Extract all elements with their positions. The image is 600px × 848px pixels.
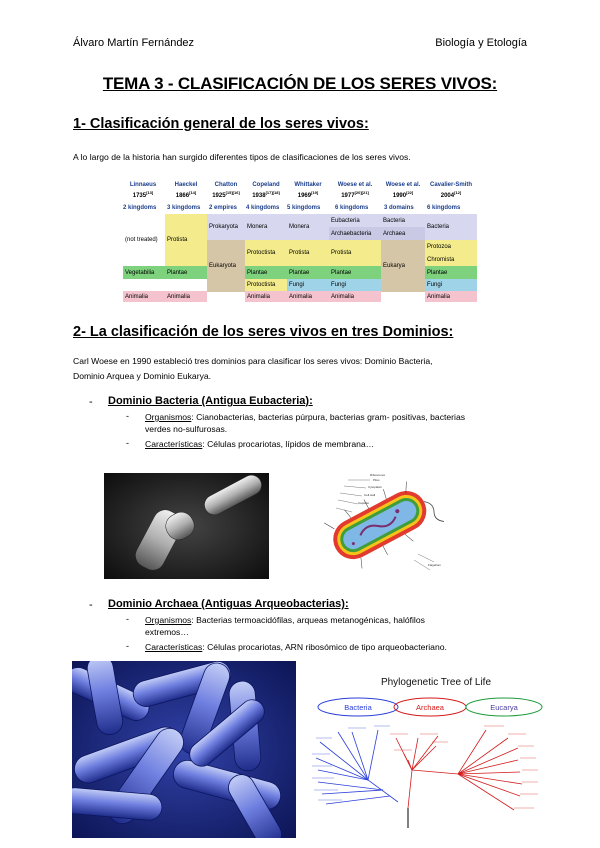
phylogenetic-tree <box>308 670 544 836</box>
table-cell: Bacteria <box>425 214 477 240</box>
table-cell: Archaebacteria <box>329 227 381 240</box>
table-cell: Animalia <box>245 291 287 302</box>
table-header: Whittaker 1969[19] <box>294 182 322 199</box>
svg-text:Pilus: Pilus <box>373 478 380 482</box>
table-cell: Protoctista <box>245 240 287 266</box>
bacteria-micrograph <box>104 473 269 579</box>
table-cell: Plantae <box>329 266 381 279</box>
list-dash: - <box>126 614 129 624</box>
section-1-intro: A lo largo de la historia han surgido diferentes tipos de clasificaciones de los seres vivos. <box>73 152 411 162</box>
table-cell: Plantae <box>425 266 477 279</box>
table-cell: Animalia <box>287 291 329 302</box>
table-count: 4 kingdoms <box>246 205 280 211</box>
list-dash: - <box>89 599 93 611</box>
table-cell: Plantae <box>287 266 329 279</box>
table-count: 5 kingdoms <box>287 205 321 211</box>
tree-eucarya-label: Eucarya <box>490 703 518 712</box>
table-cell: Fungi <box>329 279 381 291</box>
section-1-heading: 1- Clasificación general de los seres vivos: <box>73 116 369 132</box>
table-header: Woese et al. 1990[22] <box>385 182 421 199</box>
list-dash: - <box>126 411 129 421</box>
tree-bacteria-label: Bacteria <box>344 703 372 712</box>
tree-archaea-label: Archaea <box>416 703 444 712</box>
table-cell: Protoctista <box>245 279 287 291</box>
svg-text:Flagellum: Flagellum <box>428 563 442 567</box>
table-cell: Chromista <box>425 253 477 266</box>
table-cell: (not treated) <box>125 237 158 243</box>
table-count: 3 domains <box>384 205 414 211</box>
table-cell: Animalia <box>329 291 381 302</box>
table-cell: Animalia <box>123 291 165 302</box>
table-count: 6 kingdoms <box>427 205 461 211</box>
table-count: 2 kingdoms <box>123 205 157 211</box>
table-cell: Protozoa <box>425 240 477 253</box>
svg-text:Capsule: Capsule <box>358 501 370 505</box>
section-2-heading: 2- La clasificación de los seres vivos en tres Dominios: <box>73 324 454 340</box>
table-cell: Protista <box>329 240 381 266</box>
table-cell: Plantae <box>245 266 287 279</box>
archaea-characteristics: Características: Células procariotas, ARN ribosómico de tipo arqueobacteriano. <box>145 642 447 652</box>
svg-text:Cytoplasm: Cytoplasm <box>368 485 383 489</box>
table-cell: Monera <box>245 214 287 240</box>
table-header: Cavalier-Smith 2004[12] <box>429 182 472 199</box>
table-cell: Eubacteria <box>329 214 381 227</box>
table-cell: Fungi <box>287 279 329 291</box>
archaea-organisms: Organismos: Bacterias termoacidófilas, arqueas metanogénicas, halófilos extremos… <box>145 615 425 637</box>
classification-table <box>123 181 477 300</box>
section-2-intro-line1: Carl Woese en 1990 estableció tres dominios para clasificar los seres vivos: Dominio Bacteria, <box>73 356 433 366</box>
table-cell: Animalia <box>165 291 207 302</box>
table-header: Haeckel 1866[14] <box>174 182 198 199</box>
author-name: Álvaro Martín Fernández <box>73 37 195 49</box>
bacteria-characteristics: Características: Células procariotas, lípidos de membrana… <box>145 439 375 449</box>
table-header: Woese et al. 1977[20][21] <box>337 182 373 199</box>
list-dash: - <box>126 438 129 448</box>
table-cell: Animalia <box>425 291 477 302</box>
archaea-micrograph <box>72 661 296 838</box>
table-count: 2 empires <box>209 205 238 211</box>
page-title: TEMA 3 - CLASIFICACIÓN DE LOS SERES VIVOS: <box>102 74 498 93</box>
tree-title: Phylogenetic Tree of Life <box>380 677 492 688</box>
section-2-intro-line2: Dominio Arquea y Dominio Eukarya. <box>73 371 212 381</box>
table-cell: Archaea <box>381 227 425 240</box>
table-cell: Fungi <box>425 279 477 291</box>
table-cell: Prokaryota <box>207 214 245 240</box>
table-header: Chatton 1925[15][16] <box>212 182 240 199</box>
table-cell: Protista <box>287 240 329 266</box>
table-cell: Eukaryota <box>207 240 245 292</box>
bacteria-organisms: Organismos: Cianobacterias, bacterias púrpura, bacterias gram- positivas, bacterias verdes no-sulfurosas. <box>145 412 466 434</box>
table-header: Linnaeus 1735[13] <box>129 182 157 199</box>
svg-text:Ribosomes: Ribosomes <box>370 473 386 477</box>
list-dash: - <box>89 396 93 408</box>
bacteria-heading: Dominio Bacteria (Antigua Eubacteria): <box>108 395 313 407</box>
table-count: 6 kingdoms <box>335 205 369 211</box>
table-cell: Bacteria <box>381 214 425 227</box>
bacterial-cell-diagram <box>318 466 444 582</box>
subject-name: Biología y Etología <box>435 37 527 49</box>
archaea-heading: Dominio Archaea (Antiguas Arqueobacterias): <box>108 598 349 610</box>
table-header: Copeland 1938[17][18] <box>252 182 280 199</box>
table-cell: Protista <box>165 214 207 266</box>
svg-text:Cell wall: Cell wall <box>364 493 376 497</box>
table-cell: Vegetabilia <box>123 266 165 279</box>
table-count: 3 kingdoms <box>167 205 201 211</box>
table-cell: Eukarya <box>381 240 425 292</box>
list-dash: - <box>126 641 129 651</box>
table-cell: Plantae <box>165 266 207 279</box>
table-cell: Monera <box>287 214 329 240</box>
